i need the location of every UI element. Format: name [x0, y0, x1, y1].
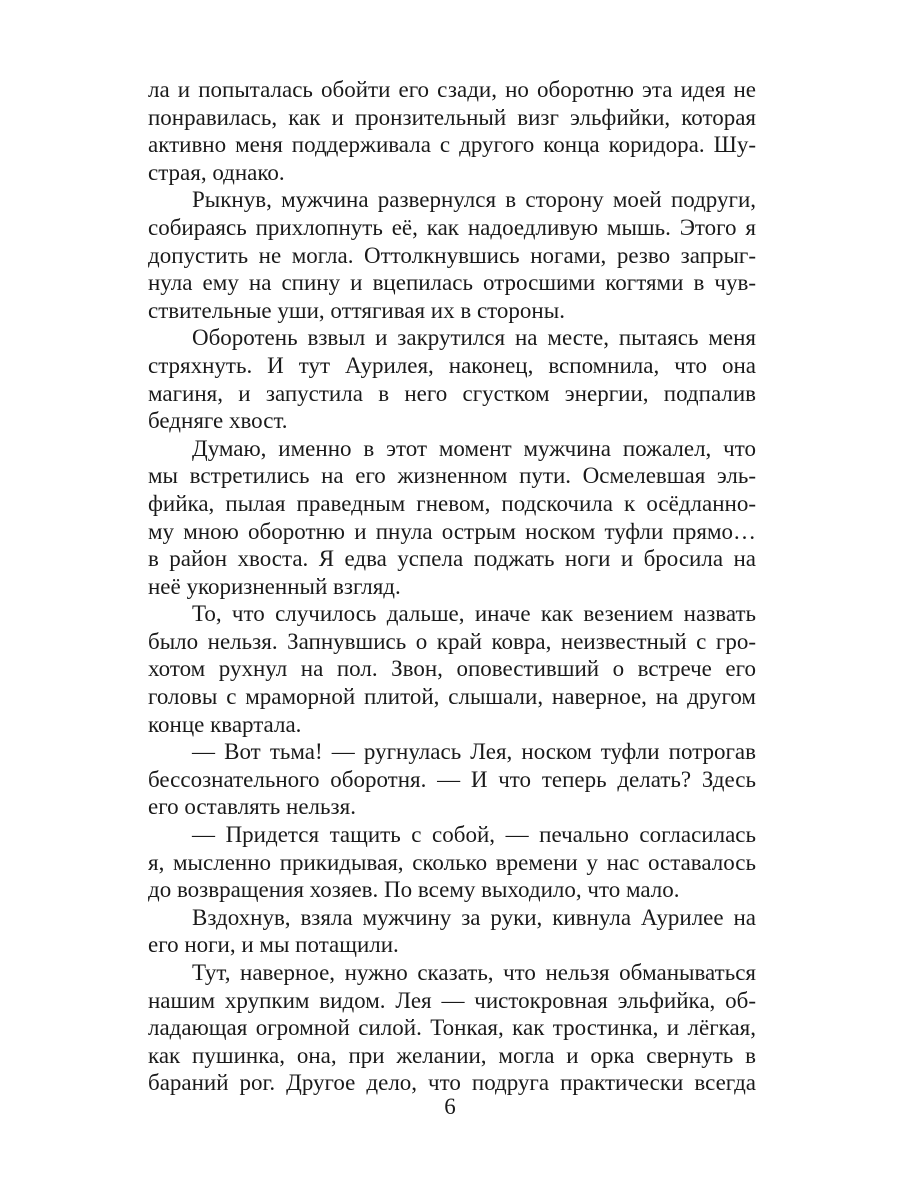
paragraph	[148, 324, 756, 434]
text-line: ладающая огромной силой. Тонкая, как тростинка, и лёгкая,	[148, 1015, 756, 1041]
text-line: как пушинка, она, при желании, могла и орка свернуть в	[148, 1042, 756, 1068]
text-line: я, мысленно прикидывая, сколько времени у нас оставалось	[148, 849, 756, 875]
text-line: стряхнуть. И тут Аурилея, наконец, вспомнила, что она	[148, 352, 756, 378]
text-line: магиня, и запустила в него сгустком энергии, подпалив	[148, 380, 756, 406]
text-line: собираясь прихлопнуть её, как надоедливую мышь. Этого я	[148, 214, 756, 240]
text-line: бараний рог. Другое дело, что подруга практически всегда	[148, 1070, 756, 1096]
paragraph	[148, 738, 756, 821]
text-line: — Придется тащить с собой, — печально согласилась	[192, 822, 756, 848]
text-line: его оставлять нельзя.	[148, 794, 356, 820]
text-line: — Вот тьма! — ругнулась Лея, носком туфли потрогав	[192, 739, 756, 765]
text-line: активно меня поддерживала с другого конца коридора. Шу-	[148, 132, 756, 158]
text-line: понравилась, как и пронзительный визг эльфийки, которая	[148, 104, 756, 130]
text-line: бедняге хвост.	[148, 408, 288, 434]
text-line: в район хвоста. Я едва успела поджать ноги и бросила на	[148, 546, 756, 572]
text-line: неё укоризненный взгляд.	[148, 573, 401, 599]
text-line: бессознательного оборотня. — И что теперь делать? Здесь	[148, 766, 756, 792]
text-line: нула ему на спину и вцепилась отросшими когтями в чув-	[148, 270, 756, 296]
text-line: его ноги, и мы потащили.	[148, 932, 399, 958]
text-line: страя, однако.	[148, 159, 285, 185]
paragraph	[148, 600, 756, 738]
text-line: Тут, наверное, нужно сказать, что нельзя обманываться	[192, 960, 756, 985]
text-line: То, что случилось дальше, иначе как везением назвать	[192, 601, 756, 627]
text-line: допустить не могла. Оттолкнувшись ногами, резво запрыг-	[148, 242, 756, 268]
text-line: Оборотень взвыл и закрутился на месте, пытаясь меня	[192, 325, 756, 351]
text-line: фийка, пылая праведным гневом, подскочила к осёдланно-	[148, 490, 756, 516]
paragraph	[148, 186, 756, 324]
text-line: конце квартала.	[148, 711, 302, 737]
body-text	[148, 76, 756, 1097]
text-line: мы встретились на его жизненном пути. Осмелевшая эль-	[148, 463, 756, 489]
text-line: нашим хрупким видом. Лея — чистокровная эльфийка, об-	[148, 987, 756, 1013]
paragraph	[148, 904, 756, 959]
text-line: хотом рухнул на пол. Звон, оповестивший о встрече его	[148, 656, 756, 682]
text-line: ствительные уши, оттягивая их в стороны.	[148, 297, 565, 323]
text-line: Рыкнув, мужчина развернулся в сторону моей подруги,	[192, 187, 756, 213]
text-line: ла и попыталась обойти его сзади, но оборотню эта идея не	[148, 77, 756, 102]
paragraph	[148, 76, 756, 186]
paragraph	[148, 435, 756, 601]
paragraph	[148, 959, 756, 1097]
text-line: Думаю, именно в этот момент мужчина пожалел, что	[192, 435, 756, 461]
paragraph	[148, 821, 756, 904]
text-line: было нельзя. Запнувшись о край ковра, неизвестный с гро-	[148, 628, 756, 654]
text-line: головы с мраморной плитой, слышали, наверное, на другом	[148, 684, 756, 710]
text-line: му мною оборотню и пнула острым носком туфли прямо…	[148, 518, 756, 544]
text-line: Вздохнув, взяла мужчину за руки, кивнула Аурилее на	[192, 904, 756, 930]
text-line: до возвращения хозяев. По всему выходило, что мало.	[148, 877, 680, 903]
page-number: 6	[444, 1094, 456, 1119]
